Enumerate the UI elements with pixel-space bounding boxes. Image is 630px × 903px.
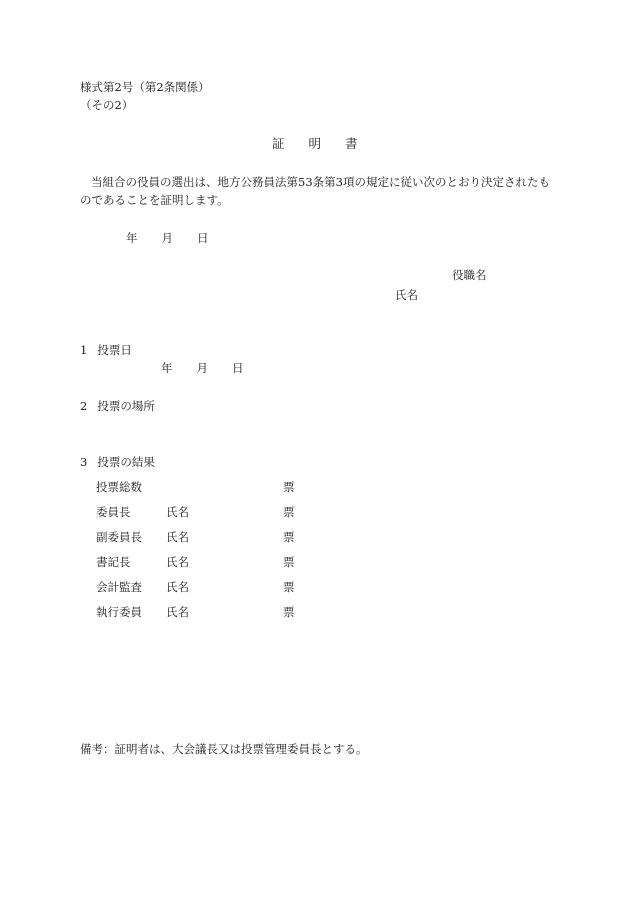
document-title	[272, 136, 358, 152]
result-unit: 票	[283, 605, 295, 619]
result-role: 書記長	[96, 555, 131, 569]
form-sub-number: （その2）	[80, 98, 134, 112]
issue-date	[126, 230, 209, 246]
voting-date-month: 月	[196, 361, 208, 375]
result-name-label: 氏名	[166, 530, 189, 544]
result-role: 副委員長	[96, 530, 142, 544]
voting-date-year: 年	[161, 361, 173, 375]
result-unit: 票	[283, 505, 295, 519]
section-2-number: 2	[80, 399, 88, 413]
result-unit: 票	[283, 580, 295, 594]
title-char-3: 書	[345, 136, 358, 151]
section-3-heading	[80, 454, 155, 470]
result-role: 委員長	[96, 505, 131, 519]
title-char-2: 明	[308, 136, 322, 151]
signer-position-label: 役職名	[452, 268, 487, 282]
section-1-heading	[80, 342, 132, 358]
total-votes-label: 投票総数	[96, 480, 142, 494]
result-role: 執行委員	[96, 605, 142, 619]
section-1-number: 1	[80, 343, 88, 357]
title-char-1: 証	[272, 136, 285, 151]
result-role: 会計監査	[96, 580, 142, 594]
date-year: 年	[126, 231, 138, 245]
section-3-label: 投票の結果	[97, 455, 155, 469]
voting-date-day: 日	[232, 361, 244, 375]
date-day: 日	[197, 231, 209, 245]
result-name-label: 氏名	[166, 580, 189, 594]
section-3-number: 3	[80, 455, 88, 469]
result-name-label: 氏名	[166, 605, 189, 619]
result-name-label: 氏名	[166, 505, 189, 519]
signer-name-label: 氏名	[395, 288, 418, 302]
section-2-label: 投票の場所	[97, 399, 155, 413]
body-line-2: のであることを証明します。	[80, 193, 229, 207]
date-month: 月	[161, 231, 173, 245]
voting-date	[161, 360, 244, 376]
result-unit: 票	[283, 530, 295, 544]
total-votes-unit: 票	[283, 480, 295, 494]
section-2-heading	[80, 398, 155, 414]
result-unit: 票	[283, 555, 295, 569]
remarks-note: 備考：証明者は、大会議長又は投票管理委員長とする。	[80, 742, 368, 756]
body-line-1: 当組合の役員の選出は、地方公務員法第53条第3項の規定に従い次のとおり決定されたも	[91, 175, 550, 189]
result-name-label: 氏名	[166, 555, 189, 569]
form-number: 様式第2号（第2条関係）	[80, 80, 210, 94]
section-1-label: 投票日	[97, 343, 132, 357]
